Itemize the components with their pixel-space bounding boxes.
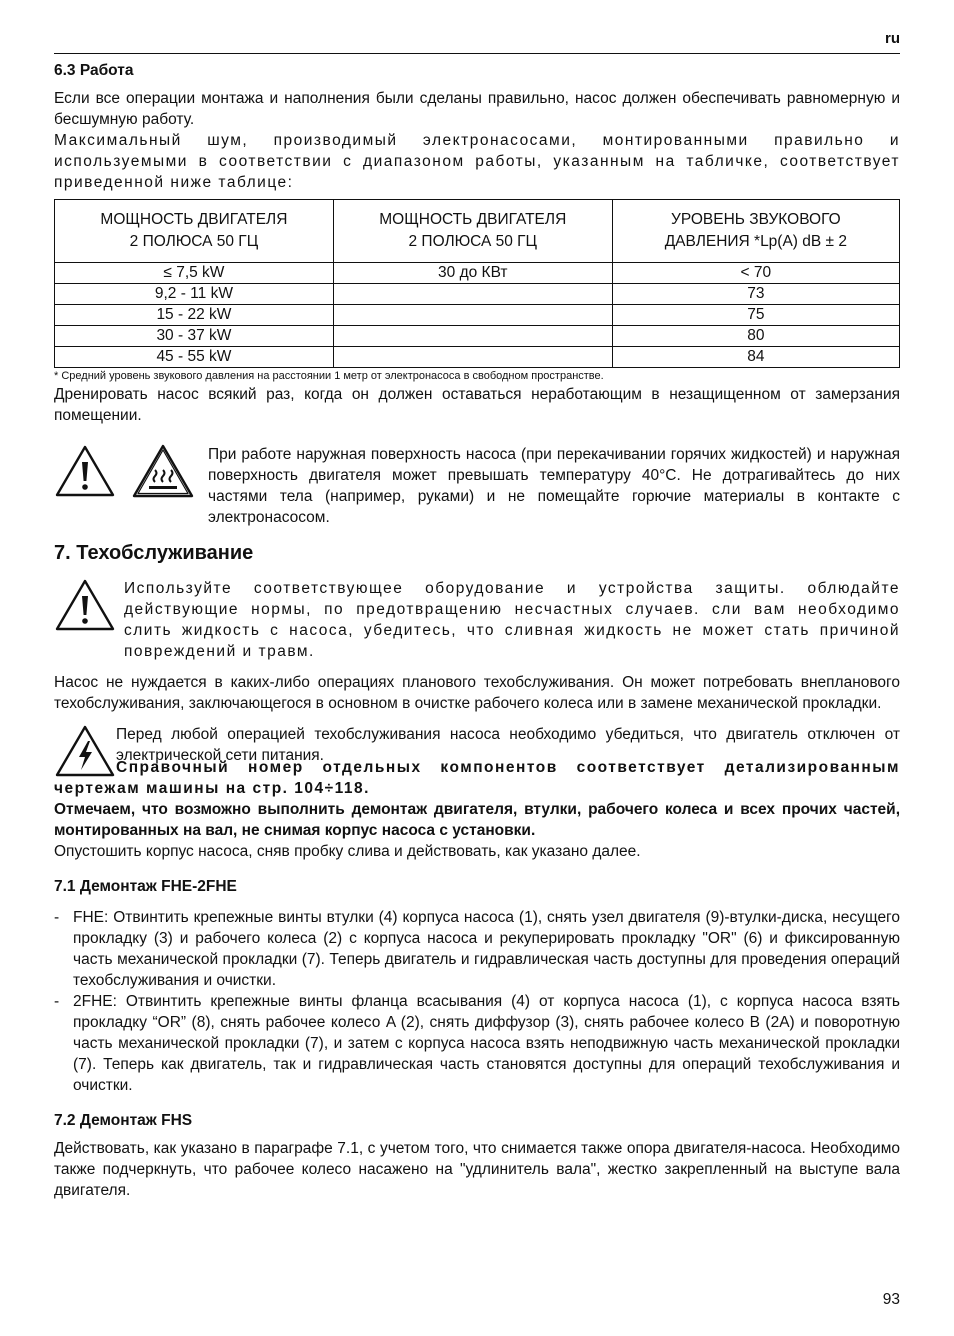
paragraph-fhs: Действовать, как указано в параграфе 7.1, с учетом того, что снимается также опора двигателя-насоса. Необходимо также подчеркнуть, что рабочее колесо насажено на "удлинитель вала", жестко закрепленный на выступе вала двигателя. (54, 1140, 900, 1199)
language-tag: ru (885, 30, 900, 47)
section-7-heading: 7. Техобслуживание (54, 542, 254, 564)
hot-surface-warning (54, 444, 900, 528)
table-cell (333, 326, 612, 347)
hot-surface-icon (132, 444, 194, 498)
paragraph-drain: Дренировать насос всякий раз, когда он должен оставаться неработающим в незащищенном от замерзания помещении. (54, 386, 900, 424)
table-cell: ≤ 7,5 kW (55, 263, 334, 284)
table-header-power-1: МОЩНОСТЬ ДВИГАТЕЛЯ 2 ПОЛЮСА 50 ГЦ (55, 200, 334, 263)
list-item: - 2FHE: Отвинтить крепежные винты фланца всасывания (4) от корпуса насоса (1), с корпуса насоса взять прокладку “OR” (8), снять рабочее колесо A (2), снять диффузор (3), снять рабочее колесо B (2A) и поворотную часть механической прокладки (7), и затем с корпуса насоса взять неподвижную часть механической прокладки (7). Теперь как двигатель, так и гидравлическая часть становятся доступны для операций техобслуживания и очистки. (54, 993, 900, 1094)
table-cell: 84 (612, 347, 899, 368)
table-cell: 45 - 55 kW (55, 347, 334, 368)
section-6-3-heading: 6.3 Работа (54, 62, 134, 79)
section-7-1-heading: 7.1 Демонтаж FHE-2FHE (54, 878, 237, 895)
danger-warning-icon (54, 578, 116, 632)
table-cell (333, 284, 612, 305)
table-footnote: * Средний уровень звукового давления на расстоянии 1 метр от электронасоса в свободном пространстве. (54, 370, 604, 382)
table-header-sound-level: УРОВЕНЬ ЗВУКОВОГО ДАВЛЕНИЯ *Lp(A) dB ± 2 (612, 200, 899, 263)
protection-warning (54, 578, 900, 662)
electric-warning-text: Перед любой операцией техобслуживания насоса необходимо убедиться, что двигатель отключен от электрической сети питания. (116, 726, 900, 764)
table-cell (333, 305, 612, 326)
page-content (54, 60, 900, 1201)
list-item: - FHE: Отвинтить крепежные винты втулки (4) корпуса насоса (1), снять узел двигателя (9)-втулки-диска, несущего прокладку (3) и рабочего колеса (2) с корпуса насоса и рекуперировать прокладку "OR" (6) и фиксированную часть механической прокладки (7). Теперь двигатель и гидравлическая часть доступны для проведения операций техобслуживания и очистки. (54, 909, 900, 989)
table-cell: 30 - 37 kW (55, 326, 334, 347)
page-number: 93 (882, 1291, 900, 1308)
disassembly-note: Отмечаем, что возможно выполнить демонтаж двигателя, втулки, рабочего колеса и всех прочих частей, монтированных на вал, не снимая корпус насоса с установки. (54, 801, 900, 839)
table-cell: 73 (612, 284, 899, 305)
table-cell: < 70 (612, 263, 899, 284)
paragraph-empty-casing: Опустошить корпус насоса, сняв пробку слива и действовать, как указано далее. (54, 843, 641, 860)
table-row (55, 263, 900, 284)
table-cell: 80 (612, 326, 899, 347)
electric-hazard-icon (54, 724, 116, 778)
hot-surface-warning-text: При работе наружная поверхность насоса (при перекачивании горячих жидкостей) и наружная поверхность двигателя может превышать температуру 40°С. Не дотрагивайтесь до них частями тела (например, руками) и не помещайте горючие материалы в контакте с электронасосом. (208, 446, 900, 526)
protection-warning-text: Используйте соответствующее оборудование и устройства защиты. облюдайте действующие нормы, по предотвращению несчастных случаев. сли вам необходимо слить жидкость с насоса, убедитесь, что сливная жидкость не может стать причиной повреждений и травм. (124, 580, 900, 660)
table-row (55, 305, 900, 326)
table-cell (333, 347, 612, 368)
paragraph-maintenance: Насос не нуждается в каких-либо операциях планового техобслуживания. Он может потребовать внепланового техобслуживания, заключающегося в основном в очистке рабочего колеса или в замене механической прокладки. (54, 674, 900, 712)
table-row (55, 347, 900, 368)
paragraph-noise: Максимальный шум, производимый электронасосами, монтированными правильно и используемыми в соответствии с диапазоном работы, указанным на табличке, соответствует приведенной ниже таблице: (54, 132, 900, 191)
noise-table (54, 199, 900, 368)
disassembly-list (54, 907, 900, 1096)
table-cell: 15 - 22 kW (55, 305, 334, 326)
table-row (55, 326, 900, 347)
table-cell: 75 (612, 305, 899, 326)
table-cell: 9,2 - 11 kW (55, 284, 334, 305)
parts-reference-note: Справочный номер отдельных компонентов соответствует детализированным чертежам машины на стр. 104÷118. (54, 759, 900, 797)
table-header-row (55, 200, 900, 263)
table-header-power-2: МОЩНОСТЬ ДВИГАТЕЛЯ 2 ПОЛЮСА 50 ГЦ (333, 200, 612, 263)
header-rule (54, 53, 900, 54)
table-cell: 30 до КВт (333, 263, 612, 284)
paragraph-operation: Если все операции монтажа и наполнения были сделаны правильно, насос должен обеспечивать равномерную и бесшумную работу. (54, 90, 900, 128)
danger-warning-icon (54, 444, 116, 498)
section-7-2-heading: 7.2 Демонтаж FHS (54, 1112, 193, 1129)
table-row (55, 284, 900, 305)
